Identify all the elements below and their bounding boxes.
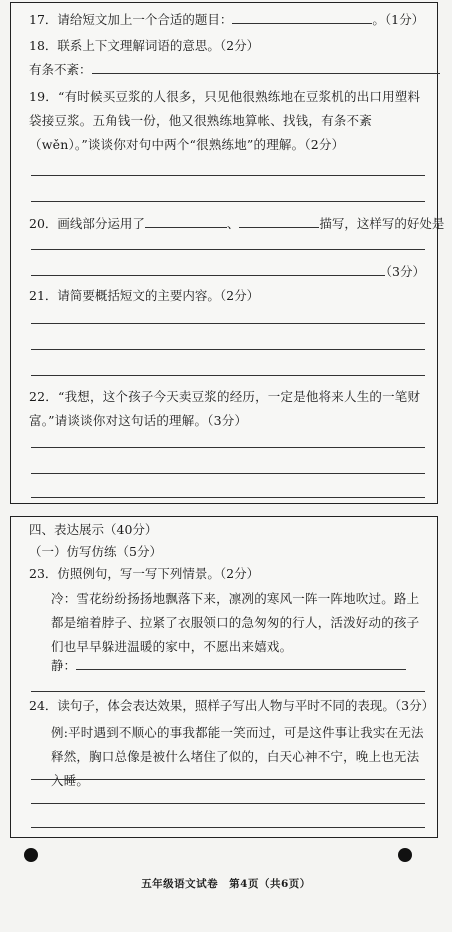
question-23-example: 冷：雪花纷纷扬扬地飘落下来，凛冽的寒风一阵一阵地吹过。路上都是缩着脖子、拉紧了衣服领口的急匆匆的行人，活泼好动的孩子们也早早躲进温暖的家中，不愿出来嬉戏。 (51, 591, 420, 654)
question-20-part2: 描写，这样写的好处是 (319, 216, 445, 231)
separator: 、 (226, 216, 240, 231)
answer-line[interactable] (31, 349, 425, 350)
question-23-title: 23．仿照例句，写一写下列情景。（2分） (29, 566, 260, 581)
question-17 (29, 11, 427, 29)
question-20 (29, 215, 445, 233)
question-17-text: 17．请给短文加上一个合适的题目： (29, 12, 233, 27)
term-answer-blank[interactable] (92, 61, 440, 74)
term-label: 有条不紊： (29, 62, 92, 77)
answer-line[interactable] (31, 827, 425, 828)
answer-line[interactable] (31, 175, 425, 176)
question-20-part1: 20．画线部分运用了 (29, 216, 145, 231)
answer-line[interactable] (31, 779, 425, 780)
question-22-text: 22．“我想，这个孩子今天卖豆浆的经历，一定是他将来人生的一笔财富。”请谈谈你对这句话的理解。（3分） (29, 389, 421, 428)
answer-line[interactable] (31, 803, 425, 804)
expression-section-box (10, 516, 438, 838)
question-20-score: （3分） (379, 264, 425, 279)
answer-line[interactable] (31, 249, 425, 250)
technique-blank-2[interactable] (239, 215, 319, 228)
binding-hole-right (398, 848, 412, 862)
question-19-text: 19．“有时候买豆浆的人很多，只见他很熟练地在豆浆机的出口用塑料袋接豆浆。五角钱一份，他又很熟练地算帐、找钱，有条不紊（wěn）。”谈谈你对句中两个“很熟练地”的理解。（2分） (29, 89, 421, 152)
section-4-subtitle: （一）仿写仿练（5分） (29, 544, 162, 559)
answer-line[interactable] (31, 375, 425, 376)
answer-line[interactable] (31, 447, 425, 448)
question-24-title: 24．读句子，体会表达效果，照样子写出人物与平时不同的表现。（3分） (29, 698, 435, 713)
technique-blank-1[interactable] (145, 215, 227, 228)
answer-line[interactable] (31, 201, 425, 202)
prompt-label: 静： (51, 658, 77, 673)
binding-hole-left (24, 848, 38, 862)
answer-line[interactable] (31, 323, 425, 324)
reading-questions-box (10, 2, 445, 504)
question-17-score: 。（1分） (372, 12, 425, 27)
answer-line[interactable] (31, 473, 425, 474)
question-23-prompt (29, 657, 427, 675)
answer-line[interactable] (31, 275, 385, 276)
answer-line[interactable] (31, 691, 425, 692)
quiet-answer-blank[interactable] (76, 657, 406, 670)
question-18-title: 18．联系上下文理解词语的意思。（2分） (29, 38, 260, 53)
title-answer-blank[interactable] (232, 11, 372, 24)
section-4-title: 四、表达展示（40分） (29, 522, 158, 537)
page-footer: 五年级语文试卷 第4页（共6页） (141, 878, 311, 890)
question-24-example: 例:平时遇到不顺心的事我都能一笑而过，可是这件事让我实在无法释然，胸口总像是被什么堵住了似的，白天心神不宁，晚上也无法入睡。 (51, 725, 424, 788)
question-18-term (29, 61, 427, 79)
answer-line[interactable] (31, 497, 425, 498)
question-21-text: 21．请简要概括短文的主要内容。（2分） (29, 288, 260, 303)
